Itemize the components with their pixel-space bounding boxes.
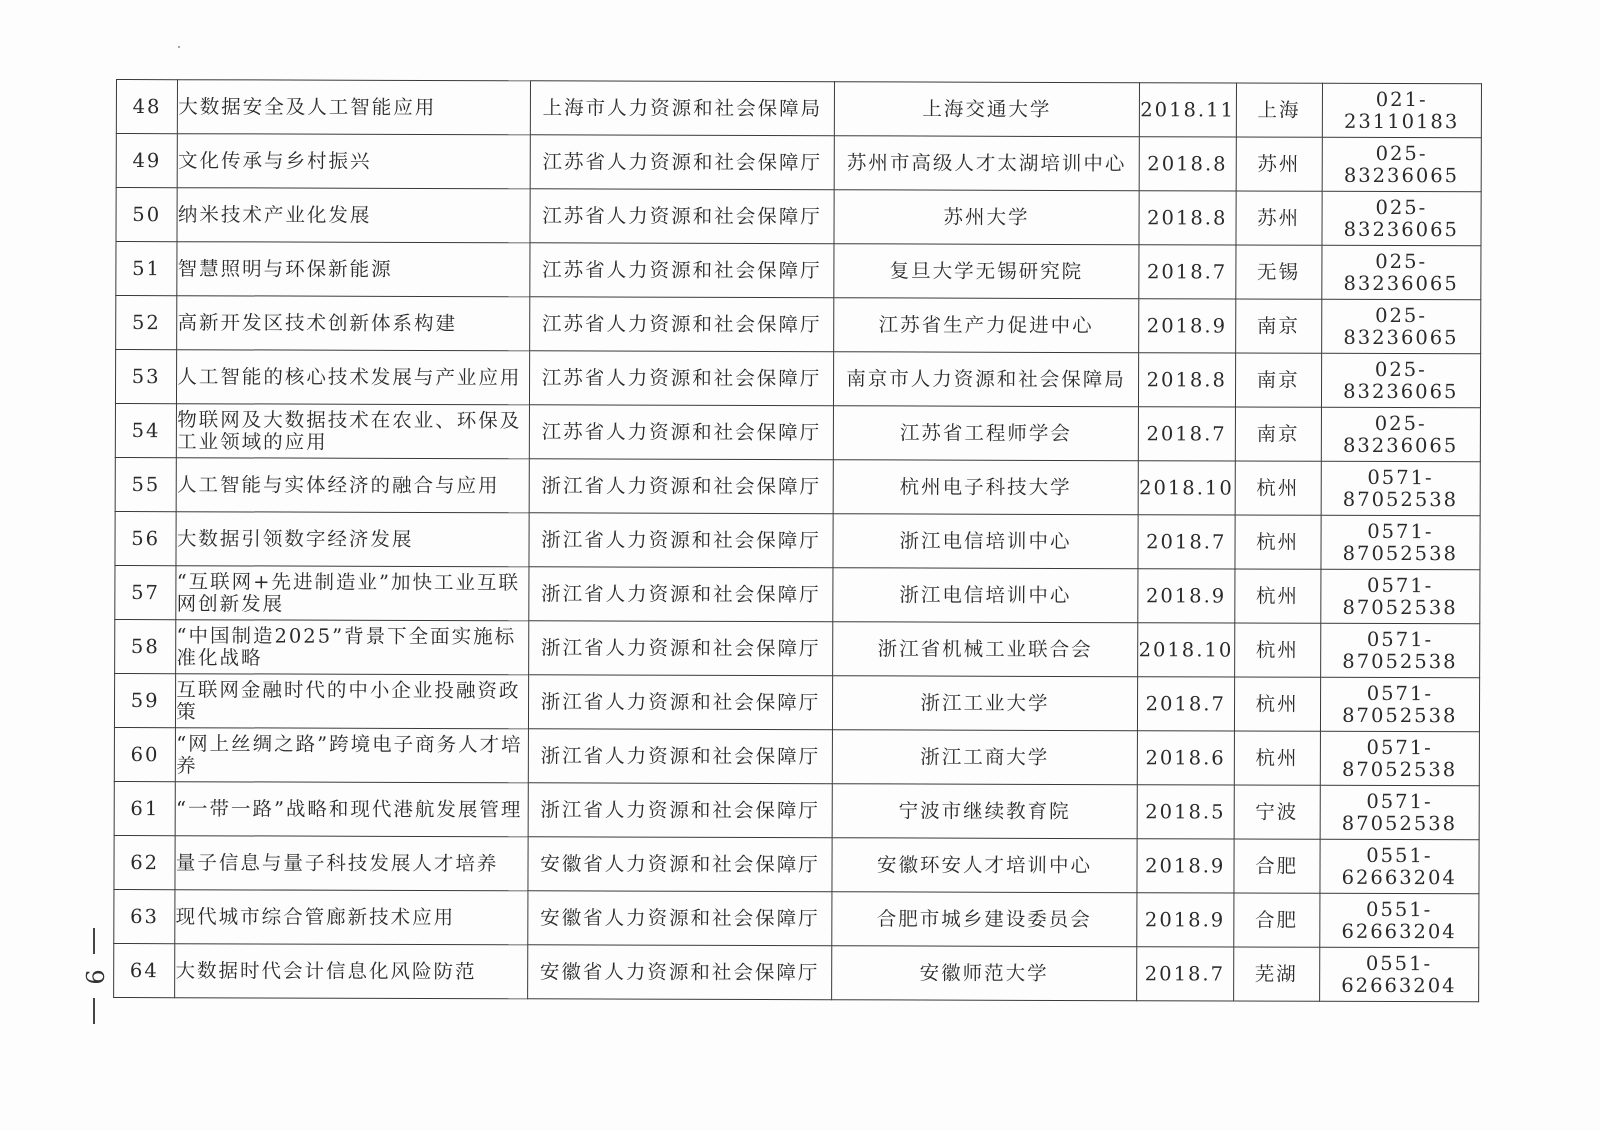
host-institution-cell: 南京市人力资源和社会保障局: [834, 352, 1139, 407]
date-cell: 2018.8: [1139, 191, 1236, 245]
city-cell: 杭州: [1234, 677, 1320, 731]
phone-cell: 0571-87052538: [1320, 677, 1480, 732]
program-name-cell: 现代城市综合管廊新技术应用: [175, 890, 528, 945]
date-cell: 2018.7: [1137, 677, 1234, 731]
date-cell: 2018.9: [1137, 839, 1234, 893]
organizing-department-cell: 江苏省人力资源和社会保障厅: [530, 243, 835, 298]
city-cell: 上海: [1236, 83, 1322, 137]
table-row: [116, 188, 1481, 246]
organizing-department-cell: 安徽省人力资源和社会保障厅: [527, 945, 832, 1000]
host-institution-cell: 安徽环安人才培训中心: [832, 838, 1137, 893]
organizing-department-cell: 上海市人力资源和社会保障局: [530, 81, 835, 136]
date-cell: 2018.9: [1138, 299, 1235, 353]
date-cell: 2018.11: [1139, 83, 1236, 137]
city-cell: 南京: [1235, 299, 1321, 353]
phone-cell: 025-83236065: [1321, 299, 1481, 354]
organizing-department-cell: 浙江省人力资源和社会保障厅: [529, 459, 834, 514]
row-number-cell: 57: [115, 565, 176, 619]
phone-cell: 0551-62663204: [1319, 947, 1479, 1002]
city-cell: 杭州: [1234, 623, 1320, 677]
row-number-cell: 53: [115, 350, 176, 404]
row-number-cell: 63: [114, 889, 175, 943]
table-body: [114, 80, 1482, 1002]
phone-cell: 0571-87052538: [1320, 569, 1480, 624]
table-row: [115, 511, 1480, 569]
table-row: [115, 619, 1480, 677]
program-name-cell: “一带一路”战略和现代港航发展管理: [175, 782, 528, 837]
program-name-cell: 物联网及大数据技术在农业、环保及工业领域的应用: [177, 404, 530, 459]
row-number-cell: 64: [114, 943, 175, 997]
table-row: [114, 943, 1479, 1001]
city-cell: 南京: [1235, 407, 1321, 461]
date-cell: 2018.7: [1138, 515, 1235, 569]
organizing-department-cell: 浙江省人力资源和社会保障厅: [528, 783, 833, 838]
row-number-cell: 61: [114, 781, 175, 835]
host-institution-cell: 江苏省工程师学会: [834, 406, 1139, 461]
row-number-cell: 55: [115, 457, 176, 511]
organizing-department-cell: 安徽省人力资源和社会保障厅: [528, 891, 833, 946]
date-cell: 2018.5: [1137, 785, 1234, 839]
phone-cell: 0571-87052538: [1320, 785, 1480, 840]
organizing-department-cell: 江苏省人力资源和社会保障厅: [530, 189, 835, 244]
table-row: [116, 80, 1481, 138]
city-cell: 宁波: [1234, 785, 1320, 839]
host-institution-cell: 苏州大学: [834, 190, 1139, 245]
phone-cell: 0551-62663204: [1319, 839, 1479, 894]
host-institution-cell: 江苏省生产力促进中心: [834, 298, 1139, 353]
table-row: [114, 781, 1479, 839]
program-name-cell: 人工智能的核心技术发展与产业应用: [177, 350, 530, 405]
host-institution-cell: 上海交通大学: [835, 82, 1140, 137]
phone-cell: 0571-87052538: [1320, 731, 1480, 786]
host-institution-cell: 浙江工业大学: [833, 676, 1138, 731]
table-row: [115, 565, 1480, 623]
city-cell: 杭州: [1235, 569, 1321, 623]
phone-cell: 025-83236065: [1322, 137, 1482, 192]
phone-cell: 0551-62663204: [1319, 893, 1479, 948]
phone-cell: 025-83236065: [1321, 353, 1481, 408]
phone-cell: 0571-87052538: [1321, 461, 1481, 516]
organizing-department-cell: 浙江省人力资源和社会保障厅: [528, 675, 833, 730]
host-institution-cell: 安徽师范大学: [832, 946, 1137, 1001]
city-cell: 芜湖: [1233, 947, 1319, 1001]
date-cell: 2018.10: [1138, 461, 1235, 515]
row-number-cell: 48: [116, 80, 177, 134]
phone-cell: 0571-87052538: [1321, 515, 1481, 570]
organizing-department-cell: 江苏省人力资源和社会保障厅: [529, 297, 834, 352]
date-cell: 2018.6: [1137, 731, 1234, 785]
program-name-cell: 大数据安全及人工智能应用: [178, 80, 531, 135]
program-name-cell: 纳米技术产业化发展: [177, 188, 530, 243]
table-row: [116, 242, 1481, 300]
row-number-cell: 58: [115, 619, 176, 673]
organizing-department-cell: 江苏省人力资源和社会保障厅: [529, 351, 834, 406]
program-name-cell: 大数据时代会计信息化风险防范: [175, 944, 528, 999]
program-name-cell: “互联网+先进制造业”加快工业互联网创新发展: [176, 566, 529, 621]
program-name-cell: 高新开发区技术创新体系构建: [177, 296, 530, 351]
row-number-cell: 59: [114, 673, 175, 727]
phone-cell: 025-83236065: [1321, 245, 1481, 300]
date-cell: 2018.9: [1137, 569, 1234, 623]
row-number-cell: 56: [115, 511, 176, 565]
date-cell: 2018.8: [1139, 137, 1236, 191]
organizing-department-cell: 浙江省人力资源和社会保障厅: [529, 513, 834, 568]
program-name-cell: “中国制造2025”背景下全面实施标准化战略: [176, 620, 529, 675]
row-number-cell: 50: [116, 188, 177, 242]
table-row: [115, 457, 1480, 515]
city-cell: 合肥: [1234, 893, 1320, 947]
organizing-department-cell: 浙江省人力资源和社会保障厅: [528, 621, 833, 676]
table-row: [114, 889, 1479, 947]
city-cell: 杭州: [1235, 515, 1321, 569]
page-number-dash-top: [93, 928, 95, 954]
program-name-cell: 人工智能与实体经济的融合与应用: [176, 458, 529, 513]
table-row: [114, 727, 1479, 785]
organizing-department-cell: 江苏省人力资源和社会保障厅: [529, 405, 834, 460]
page-number-marker: [80, 928, 108, 1024]
organizing-department-cell: 浙江省人力资源和社会保障厅: [528, 729, 833, 784]
phone-cell: 025-83236065: [1322, 191, 1482, 246]
scan-speck: [178, 46, 180, 48]
program-name-cell: 互联网金融时代的中小企业投融资政策: [176, 674, 529, 729]
phone-cell: 021-23110183: [1322, 83, 1482, 138]
city-cell: 无锡: [1236, 245, 1322, 299]
program-name-cell: 量子信息与量子科技发展人才培养: [175, 836, 528, 891]
host-institution-cell: 合肥市城乡建设委员会: [832, 892, 1137, 947]
host-institution-cell: 浙江电信培训中心: [833, 514, 1138, 569]
row-number-cell: 62: [114, 835, 175, 889]
host-institution-cell: 浙江工商大学: [833, 730, 1138, 785]
host-institution-cell: 苏州市高级人才太湖培训中心: [834, 136, 1139, 191]
table-row: [114, 835, 1479, 893]
date-cell: 2018.7: [1138, 407, 1235, 461]
phone-cell: 025-83236065: [1321, 407, 1481, 462]
organizing-department-cell: 江苏省人力资源和社会保障厅: [530, 135, 835, 190]
date-cell: 2018.9: [1136, 893, 1233, 947]
host-institution-cell: 复旦大学无锡研究院: [834, 244, 1139, 299]
table-row: [114, 673, 1479, 731]
program-name-cell: 文化传承与乡村振兴: [177, 134, 530, 189]
date-cell: 2018.7: [1139, 245, 1236, 299]
table-row: [116, 134, 1481, 192]
host-institution-cell: 宁波市继续教育院: [832, 784, 1137, 839]
host-institution-cell: 杭州电子科技大学: [833, 460, 1138, 515]
row-number-cell: 60: [114, 727, 175, 781]
city-cell: 合肥: [1234, 839, 1320, 893]
date-cell: 2018.8: [1138, 353, 1235, 407]
organizing-department-cell: 浙江省人力资源和社会保障厅: [529, 567, 834, 622]
page-number-dash-bottom: [93, 998, 95, 1024]
date-cell: 2018.10: [1137, 623, 1234, 677]
program-name-cell: 大数据引领数字经济发展: [176, 512, 529, 567]
host-institution-cell: 浙江省机械工业联合会: [833, 622, 1138, 677]
row-number-cell: 49: [116, 134, 177, 188]
host-institution-cell: 浙江电信培训中心: [833, 568, 1138, 623]
training-program-table: [113, 79, 1482, 1002]
table-row: [116, 296, 1481, 354]
phone-cell: 0571-87052538: [1320, 623, 1480, 678]
city-cell: 苏州: [1236, 191, 1322, 245]
city-cell: 苏州: [1236, 137, 1322, 191]
city-cell: 杭州: [1234, 731, 1320, 785]
organizing-department-cell: 安徽省人力资源和社会保障厅: [528, 837, 833, 892]
city-cell: 南京: [1235, 353, 1321, 407]
table-row: [115, 350, 1480, 408]
row-number-cell: 52: [116, 296, 177, 350]
program-name-cell: 智慧照明与环保新能源: [177, 242, 530, 297]
table-row: [115, 403, 1480, 461]
program-name-cell: “网上丝绸之路”跨境电子商务人才培养: [176, 728, 529, 783]
row-number-cell: 54: [115, 403, 176, 457]
row-number-cell: 51: [116, 242, 177, 296]
city-cell: 杭州: [1235, 461, 1321, 515]
date-cell: 2018.7: [1136, 947, 1233, 1001]
page-number: 9: [80, 969, 108, 985]
